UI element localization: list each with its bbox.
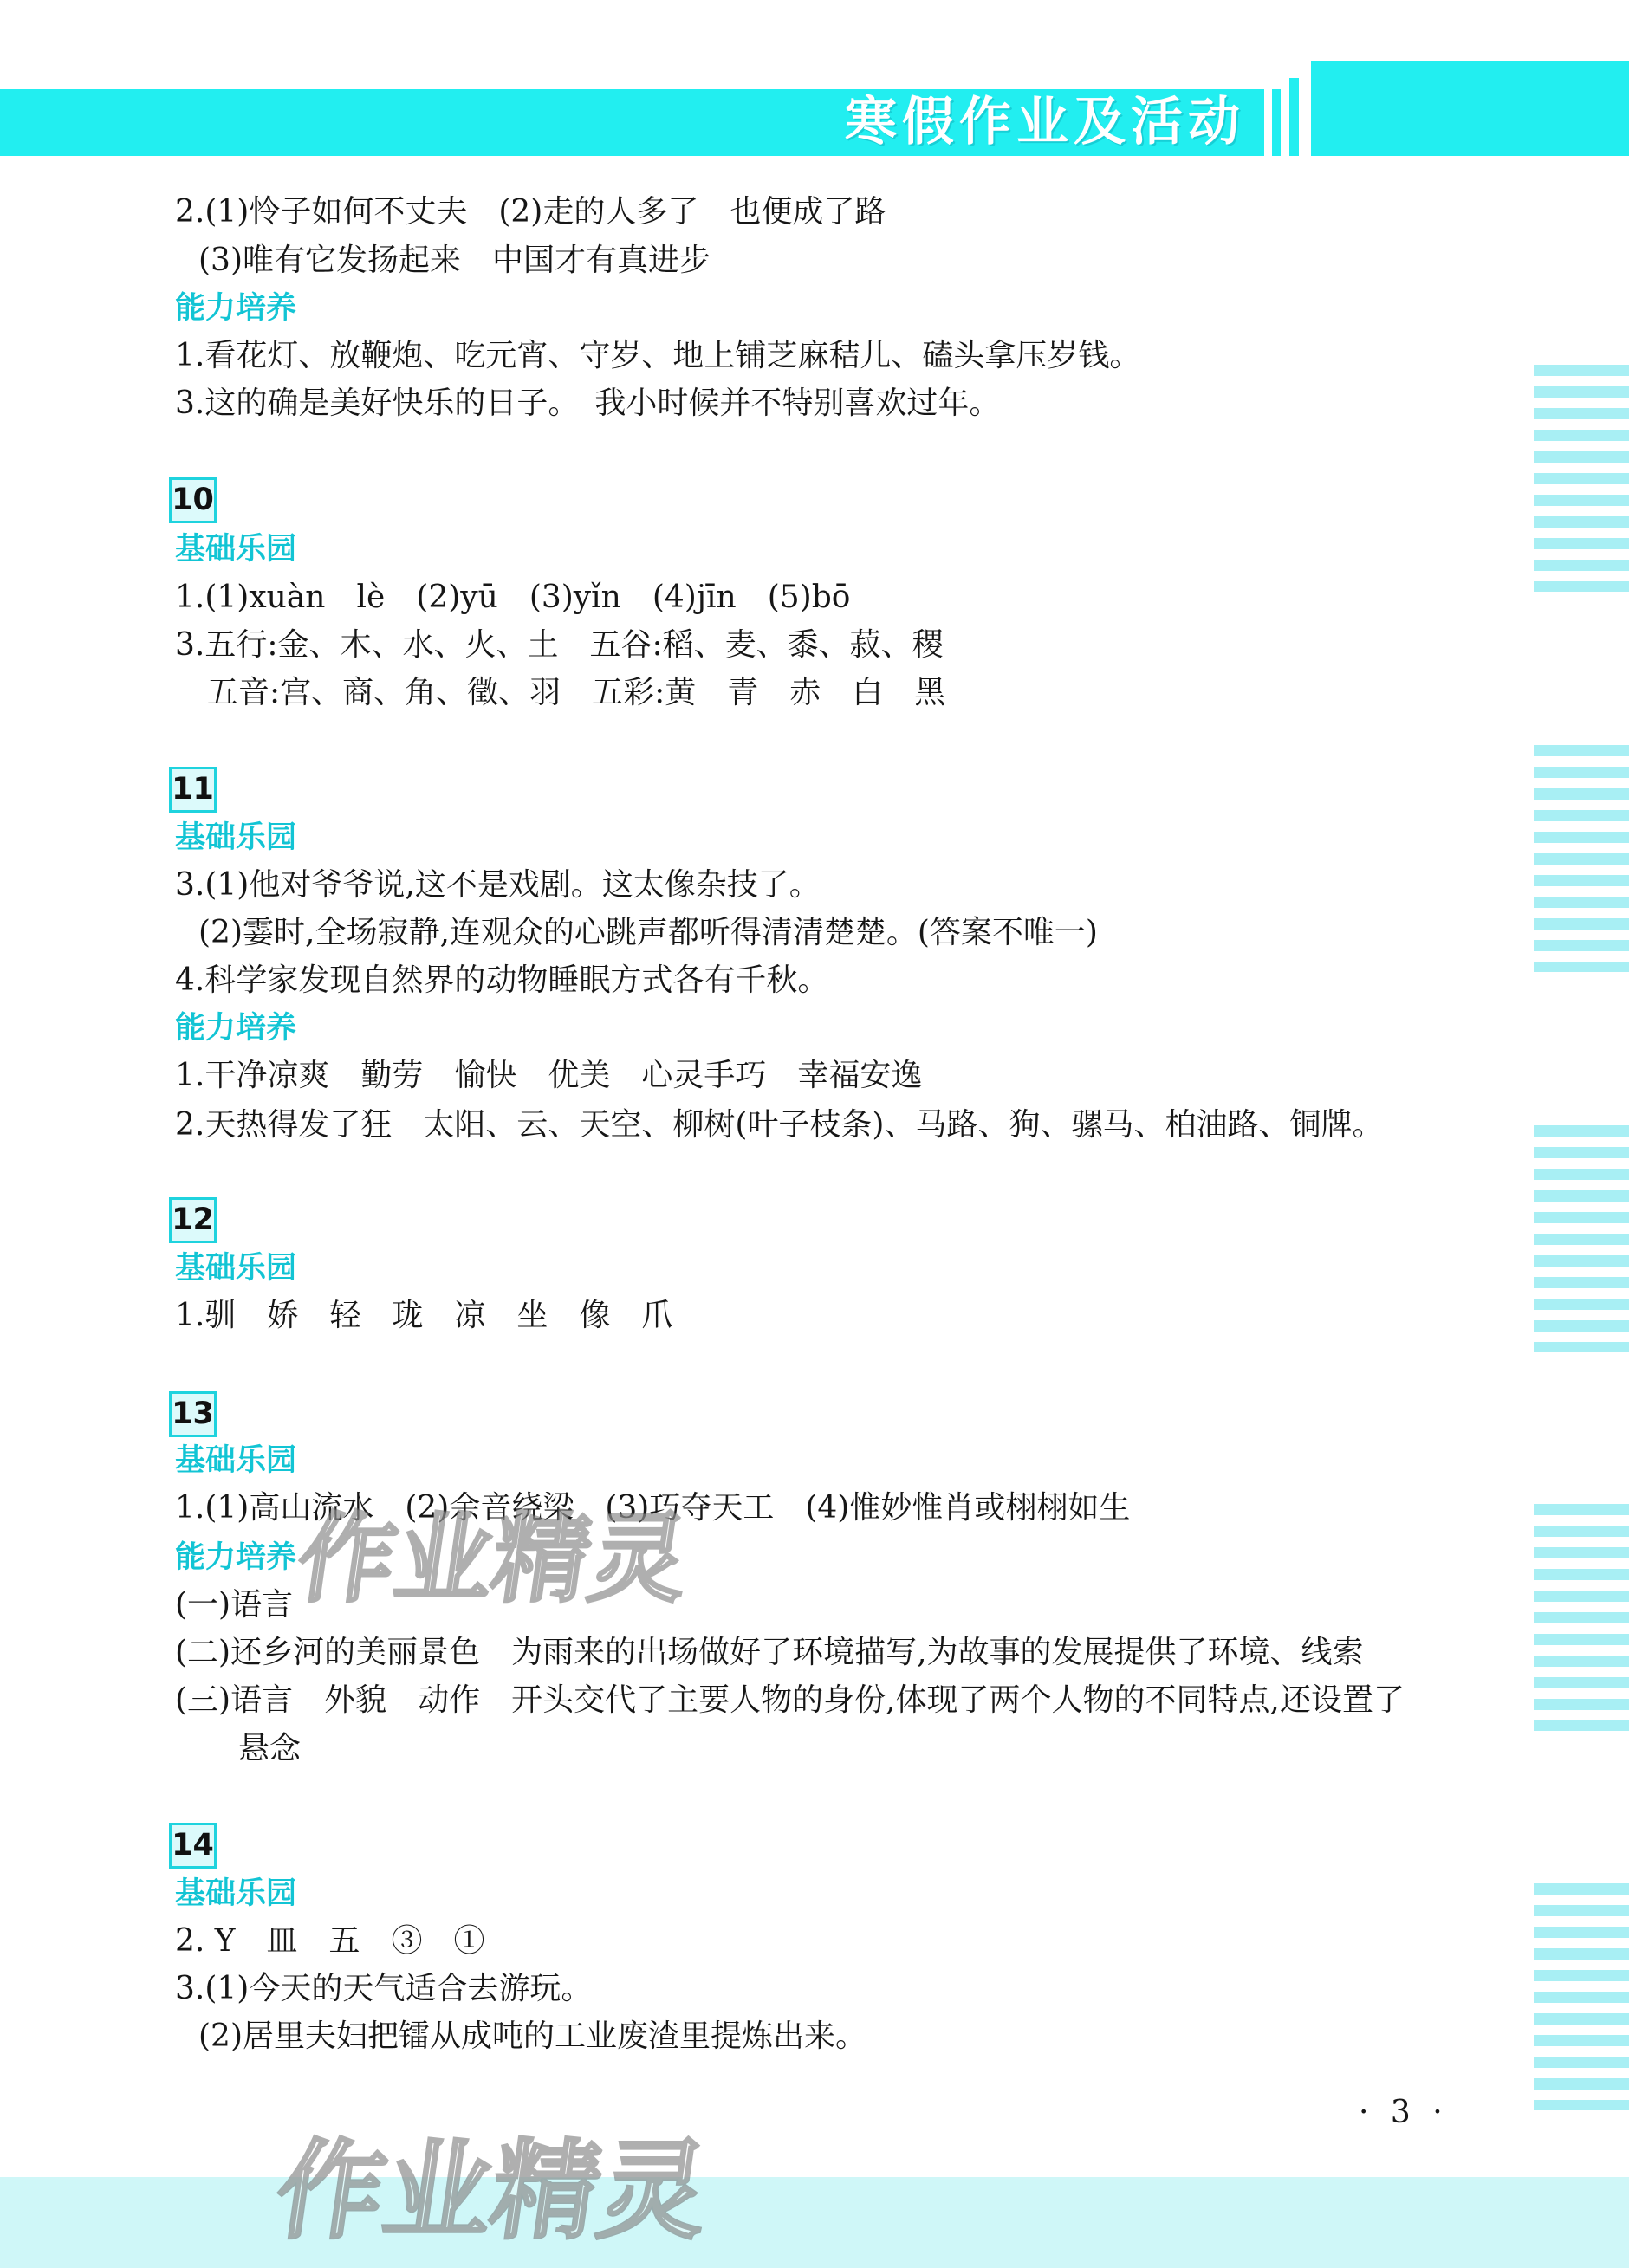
side-stripes [1534, 1125, 1629, 1352]
header-corner-block [1311, 61, 1629, 156]
ability-heading: 能力培养 [175, 291, 297, 326]
page-number: · 3 · [1359, 2095, 1443, 2130]
basic-heading: 基础乐园 [175, 532, 297, 567]
answer-line: 1.看花灯、放鞭炮、吃元宵、守岁、地上铺芝麻秸儿、磕头拿压岁钱。 [175, 338, 1141, 373]
answer-line: 五音:宫、商、角、徵、羽 五彩:黄 青 赤 白 黑 [207, 675, 946, 710]
answer-line: (二)还乡河的美丽景色 为雨来的出场做好了环境描写,为故事的发展提供了环境、线索 [175, 1635, 1364, 1670]
answer-line: 4.科学家发现自然界的动物睡眠方式各有千秋。 [175, 962, 829, 998]
answer-line: 1.(1)xuàn lè (2)yū (3)yǐn (4)jīn (5)bō [175, 580, 851, 615]
answer-line: (3)唯有它发扬起来 中国才有真进步 [198, 243, 711, 278]
section-number-badge: 13 [169, 1391, 217, 1437]
answer-line: (三)语言 外貌 动作 开头交代了主要人物的身份,体现了两个人物的不同特点,还设置了 [175, 1682, 1405, 1718]
page-title: 寒假作业及活动 [845, 92, 1245, 152]
basic-heading: 基础乐园 [175, 1251, 297, 1286]
section-number-badge: 10 [169, 477, 217, 523]
basic-heading: 基础乐园 [175, 1443, 297, 1478]
side-stripes [1534, 1883, 1629, 2110]
watermark: 作业精灵 [268, 2129, 717, 2254]
answer-line: 2. Y 皿 五 ③ ① [175, 1923, 485, 1959]
header-divider [1272, 89, 1281, 156]
answer-line: 3.(1)他对爷爷说,这不是戏剧。这太像杂技了。 [175, 867, 821, 903]
ability-heading: 能力培养 [175, 1540, 297, 1575]
answer-line: 1.(1)高山流水 (2)余音绕梁 (3)巧夺天工 (4)惟妙惟肖或栩栩如生 [175, 1490, 1131, 1526]
answer-line: 2.天热得发了狂 太阳、云、天空、柳树(叶子枝条)、马路、狗、骡马、柏油路、铜牌。 [175, 1107, 1384, 1143]
answer-line: 3.这的确是美好快乐的日子。 我小时候并不特别喜欢过年。 [175, 386, 1001, 421]
header-divider [1289, 78, 1299, 156]
basic-heading: 基础乐园 [175, 820, 297, 855]
side-stripes [1534, 745, 1629, 972]
watermark: 作业精灵 [290, 1503, 696, 1616]
section-number-badge: 11 [169, 767, 217, 813]
answer-line: 悬念 [238, 1731, 302, 1766]
answer-line: 1.干净凉爽 勤劳 愉快 优美 心灵手巧 幸福安逸 [175, 1058, 923, 1093]
answer-line: 2.(1)怜子如何不丈夫 (2)走的人多了 也便成了路 [175, 194, 886, 230]
ability-heading: 能力培养 [175, 1011, 297, 1046]
side-stripes [1534, 1504, 1629, 1731]
answer-line: (2)居里夫妇把镭从成吨的工业废渣里提炼出来。 [198, 2019, 866, 2054]
answer-line: 1.驯 娇 轻 珑 凉 坐 像 爪 [175, 1298, 673, 1333]
section-number-badge: 14 [169, 1823, 217, 1869]
answer-line: (一)语言 [175, 1587, 294, 1623]
answer-line: 3.五行:金、木、水、火、土 五谷:稻、麦、黍、菽、稷 [175, 627, 944, 663]
answer-line: (2)霎时,全场寂静,连观众的心跳声都听得清清楚楚。(答案不唯一) [198, 915, 1098, 950]
answer-line: 3.(1)今天的天气适合去游玩。 [175, 1971, 593, 2006]
basic-heading: 基础乐园 [175, 1876, 297, 1911]
side-stripes [1534, 365, 1629, 592]
footer-band [0, 2177, 1629, 2268]
section-number-badge: 12 [169, 1197, 217, 1243]
